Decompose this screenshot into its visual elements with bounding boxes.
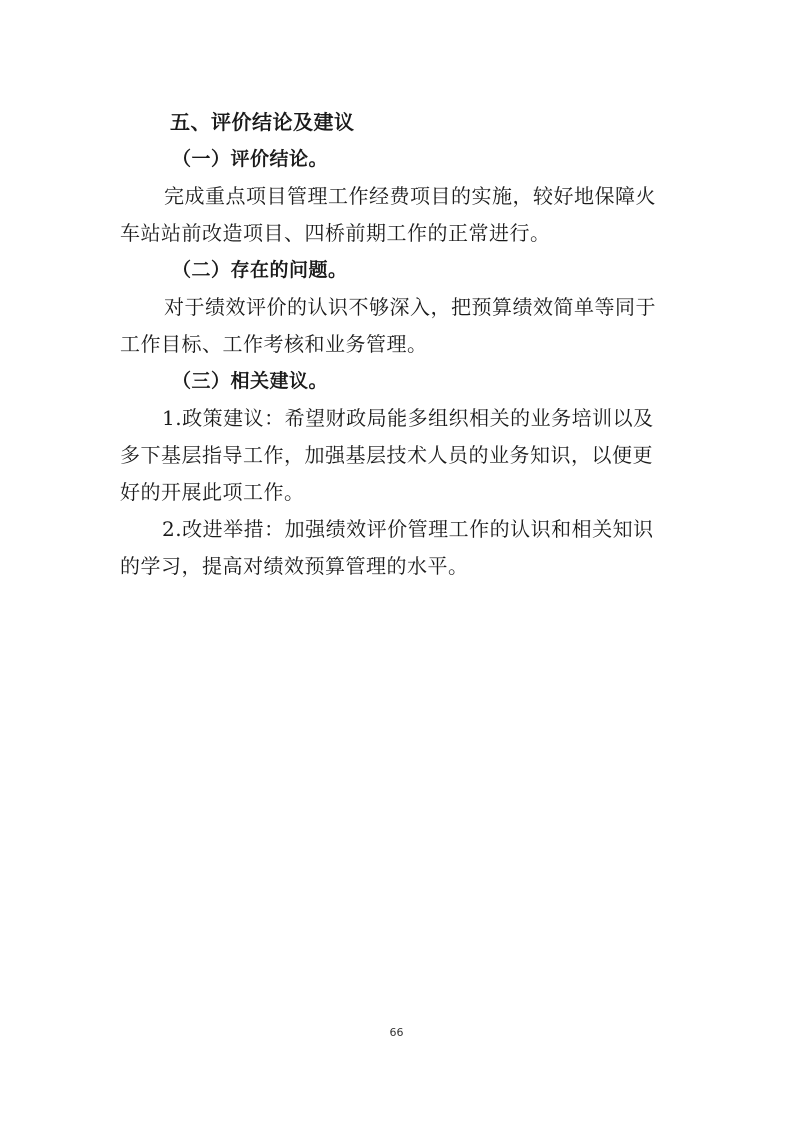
subsection-heading-suggestions: （三）相关建议。: [172, 370, 329, 392]
page-number: 66: [389, 1026, 404, 1039]
suggestion-item-policy-line: 1.政策建议：希望财政局能多组织相关的业务培训以及: [162, 406, 654, 430]
paragraph-line: 完成重点项目管理工作经费项目的实施，较好地保障火: [164, 184, 656, 208]
suggestion-item-measures-line: 2.改进举措：加强绩效评价管理工作的认识和相关知识: [162, 517, 654, 541]
subsection-heading-conclusion: （一）评价结论。: [172, 148, 329, 170]
section-title: 五、评价结论及建议: [170, 110, 355, 134]
subsection-heading-problems: （二）存在的问题。: [172, 259, 348, 281]
paragraph-line: 车站站前改造项目、四桥前期工作的正常进行。: [120, 221, 551, 245]
suggestion-item-policy-line: 多下基层指导工作，加强基层技术人员的业务知识，以便更: [120, 443, 653, 467]
suggestion-item-policy-line: 好的开展此项工作。: [120, 480, 305, 504]
paragraph-line: 工作目标、工作考核和业务管理。: [120, 332, 428, 356]
page-content: [120, 104, 680, 585]
paragraph-line: 对于绩效评价的认识不够深入，把预算绩效简单等同于: [164, 295, 656, 319]
suggestion-item-measures-line: 的学习，提高对绩效预算管理的水平。: [120, 554, 469, 578]
